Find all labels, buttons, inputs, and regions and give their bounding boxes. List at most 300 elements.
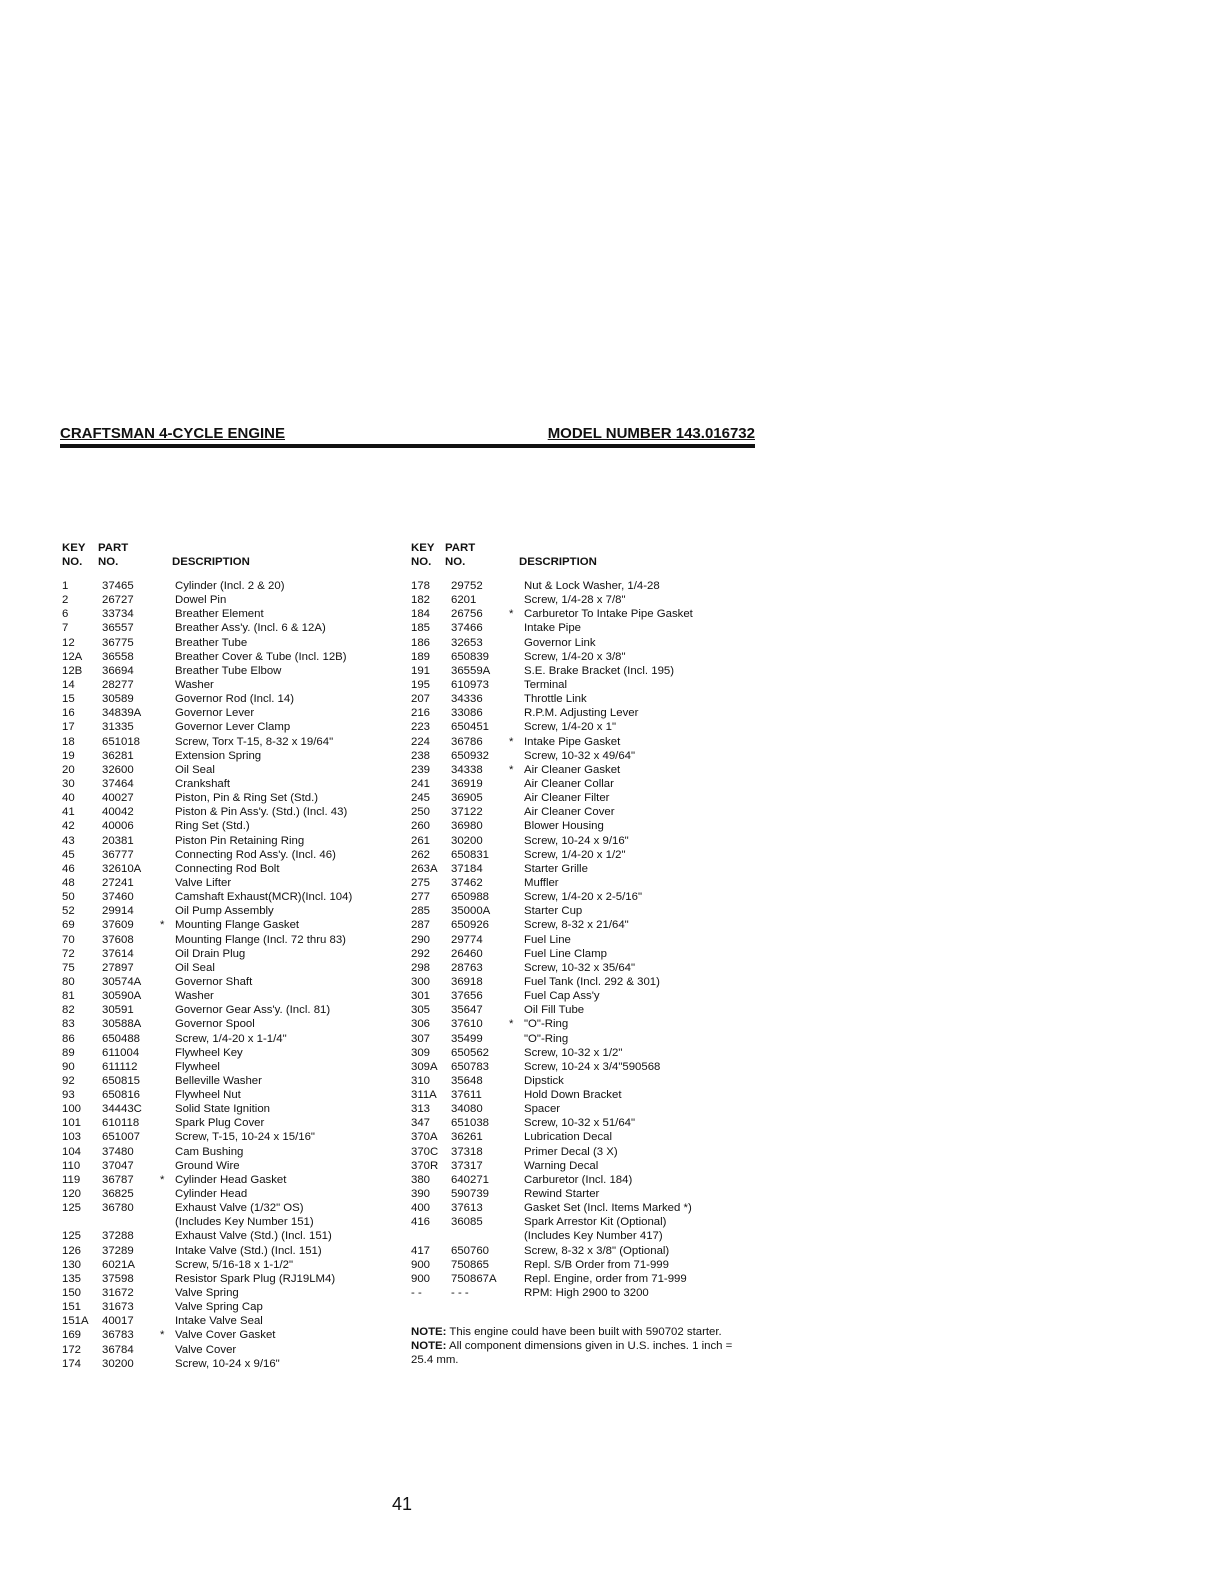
part-no: 650488 (102, 1032, 141, 1045)
part-no: 33734 (102, 608, 134, 621)
key-no: 83 (62, 1018, 75, 1031)
part-no: 37317 (451, 1159, 483, 1172)
part-description: Terminal (524, 678, 568, 691)
key-no: 309A (411, 1060, 438, 1073)
key-no: 19 (62, 749, 75, 762)
part-no: 37611 (451, 1089, 482, 1102)
part-row (62, 890, 392, 904)
part-description: Cylinder (Incl. 2 & 20) (175, 580, 285, 592)
key-no: 261 (411, 834, 431, 847)
part-description: Dowel Pin (175, 594, 227, 607)
key-no: 300 (411, 975, 431, 988)
part-description: Washer (175, 990, 214, 1003)
key-no: 101 (62, 1117, 82, 1130)
part-description: Lubrication Decal (524, 1131, 613, 1144)
key-no: 12 (62, 636, 75, 649)
part-description: Starter Cup (524, 905, 583, 918)
part-row (62, 791, 392, 805)
part-no: 20381 (102, 834, 134, 847)
part-no: 6201 (451, 594, 477, 607)
part-description: Muffler (524, 876, 559, 889)
part-description: Fuel Cap Ass'y (524, 990, 600, 1003)
part-no: 36905 (451, 792, 483, 805)
part-row (62, 918, 392, 932)
part-row (62, 607, 392, 621)
key-no: 6 (62, 608, 69, 621)
part-no: 37609 (102, 919, 134, 932)
part-row (411, 1215, 751, 1229)
part-no: 650988 (451, 891, 490, 904)
part-description: Breather Ass'y. (Incl. 6 & 12A) (175, 622, 326, 635)
part-row (411, 777, 751, 791)
key-no: 239 (411, 763, 431, 776)
part-description: Screw, 1/4-20 x 1" (524, 721, 617, 734)
key-no: 41 (62, 806, 75, 819)
part-description: Repl. Engine, order from 71-999 (524, 1272, 687, 1285)
part-no: 35647 (451, 1004, 483, 1017)
part-description: Governor Lever Clamp (175, 721, 291, 734)
key-no: 306 (411, 1018, 431, 1031)
key-no: 900 (411, 1272, 431, 1285)
part-no: 37462 (451, 876, 483, 889)
part-row (411, 749, 751, 763)
part-row (62, 1244, 392, 1258)
part-row (62, 1017, 392, 1031)
key-no: 263A (411, 862, 438, 875)
part-description: Breather Element (175, 608, 264, 621)
part-row (62, 1088, 392, 1102)
part-row (62, 834, 392, 848)
part-row (62, 593, 392, 607)
part-no: 37480 (102, 1145, 134, 1158)
part-no: 31335 (102, 721, 134, 734)
key-no: 390 (411, 1188, 431, 1201)
part-description: Warning Decal (524, 1159, 599, 1172)
part-description: Valve Lifter (175, 876, 232, 889)
part-no: 36918 (451, 975, 483, 988)
part-no: 750867A (451, 1272, 497, 1285)
part-description: Solid State Ignition (175, 1103, 270, 1116)
key-header: KEY (62, 542, 86, 554)
part-no: 32653 (451, 636, 483, 649)
key-no: 45 (62, 848, 75, 861)
part-header-no: NO. (445, 556, 466, 568)
key-no: 135 (62, 1272, 82, 1285)
key-no: 110 (62, 1159, 81, 1172)
part-description: (Includes Key Number 151) (175, 1216, 314, 1229)
key-no: 301 (411, 990, 431, 1003)
engine-title: CRAFTSMAN 4-CYCLE ENGINE (60, 425, 286, 442)
part-no: 37288 (102, 1230, 134, 1243)
part-row (62, 961, 392, 975)
key-no: 195 (411, 678, 431, 691)
part-no: 32610A (102, 862, 142, 875)
header-rule (60, 444, 755, 448)
part-no: 31672 (102, 1287, 134, 1300)
part-row (411, 834, 751, 848)
parts-list-right (411, 541, 751, 1300)
key-no: 17 (62, 721, 75, 734)
part-description: Fuel Line (524, 933, 571, 946)
part-row (411, 1244, 751, 1258)
part-description: Governor Shaft (175, 975, 253, 988)
part-row (411, 961, 751, 975)
key-no: 275 (411, 876, 431, 889)
part-no: 650932 (451, 749, 490, 762)
note-text: This engine could have been built with 590702 starter. (449, 1326, 722, 1338)
key-no: 40 (62, 792, 75, 805)
part-no: 36558 (102, 650, 134, 663)
part-no: 30591 (102, 1004, 134, 1017)
part-no: 37460 (102, 891, 134, 904)
part-no: 27897 (102, 961, 134, 974)
part-description: Governor Spool (175, 1018, 255, 1031)
part-no: 640271 (451, 1173, 490, 1186)
part-no: 36775 (102, 636, 134, 649)
part-no: 36980 (451, 820, 483, 833)
part-no: 31673 (102, 1301, 134, 1314)
part-row (411, 848, 751, 862)
part-row (411, 1272, 751, 1286)
part-description: Screw, 10-32 x 35/64" (524, 961, 636, 974)
part-no: 35648 (451, 1074, 483, 1087)
gasket-set-marker: * (160, 1173, 165, 1186)
part-description: Screw, 1/4-20 x 3/8" (524, 650, 626, 663)
key-no: 260 (411, 820, 431, 833)
part-row (411, 975, 751, 989)
part-no: 36784 (102, 1343, 134, 1356)
part-row (411, 664, 751, 678)
part-row (411, 1159, 751, 1173)
part-row (411, 621, 751, 635)
key-no: 120 (62, 1188, 82, 1201)
part-row (62, 975, 392, 989)
part-no: 37614 (102, 947, 134, 960)
part-row (411, 1130, 751, 1144)
key-no: 277 (411, 891, 431, 904)
part-row (411, 1229, 751, 1243)
part-description: Camshaft Exhaust(MCR)(Incl. 104) (175, 891, 353, 904)
part-no: 37610 (451, 1018, 483, 1031)
key-no: 169 (62, 1329, 82, 1342)
part-description: Piston Pin Retaining Ring (175, 834, 305, 847)
part-row (62, 1258, 392, 1272)
part-description: Oil Drain Plug (175, 947, 246, 960)
key-no: 119 (62, 1173, 81, 1186)
part-row (62, 819, 392, 833)
key-no: 370R (411, 1159, 439, 1172)
part-row (62, 763, 392, 777)
key-no: 75 (62, 961, 75, 974)
part-no: 36787 (102, 1173, 134, 1186)
part-no: 37613 (451, 1202, 483, 1215)
part-description: Screw, 10-32 x 49/64" (524, 749, 636, 762)
part-row (62, 1145, 392, 1159)
part-row (62, 1159, 392, 1173)
key-no: 347 (411, 1117, 431, 1130)
part-row (62, 1314, 392, 1328)
part-row (62, 1046, 392, 1060)
part-row (62, 1060, 392, 1074)
part-row (62, 862, 392, 876)
key-no: 370A (411, 1131, 438, 1144)
part-no: 30200 (102, 1357, 134, 1370)
part-no: 33086 (451, 707, 483, 720)
key-no: 307 (411, 1032, 431, 1045)
key-no: 292 (411, 947, 431, 960)
part-description: Screw, 10-32 x 1/2" (524, 1046, 623, 1059)
key-no: 241 (411, 777, 431, 790)
key-no: 287 (411, 919, 431, 932)
gasket-set-marker: * (509, 735, 514, 748)
part-no: 650451 (451, 721, 490, 734)
part-description: S.E. Brake Bracket (Incl. 195) (524, 664, 675, 677)
part-row (62, 678, 392, 692)
key-no: 223 (411, 721, 431, 734)
part-row (411, 1145, 751, 1159)
part-row (411, 805, 751, 819)
part-row (411, 593, 751, 607)
key-no: 125 (62, 1230, 82, 1243)
part-row (411, 933, 751, 947)
part-no: 26727 (102, 594, 134, 607)
part-no: 29752 (451, 580, 483, 592)
part-row (62, 1201, 392, 1215)
part-description: Oil Seal (175, 763, 215, 776)
part-description: Intake Pipe (524, 622, 581, 635)
part-no: 37656 (451, 990, 483, 1003)
part-description: Ground Wire (175, 1159, 240, 1172)
model-number: MODEL NUMBER 143.016732 (547, 425, 755, 442)
key-no: 7 (62, 622, 69, 635)
key-no: 370C (411, 1145, 439, 1158)
note-label: NOTE: (411, 1326, 447, 1338)
key-no: 417 (411, 1244, 431, 1257)
key-no: 43 (62, 834, 75, 847)
part-description: Oil Pump Assembly (175, 905, 274, 918)
part-description: Intake Pipe Gasket (524, 735, 621, 748)
key-no: 2 (62, 594, 69, 607)
part-row (62, 1229, 392, 1243)
key-no: 311A (411, 1089, 437, 1102)
part-description: Mounting Flange Gasket (175, 919, 300, 932)
part-description: Screw, 1/4-28 x 7/8" (524, 594, 626, 607)
part-description: Governor Lever (175, 707, 255, 720)
part-no: 37608 (102, 933, 134, 946)
part-description: Valve Cover (175, 1343, 237, 1356)
part-row (62, 692, 392, 706)
part-row (411, 607, 751, 621)
part-row (411, 1032, 751, 1046)
part-row (411, 1187, 751, 1201)
part-row (411, 1201, 751, 1215)
part-description: Fuel Tank (Incl. 292 & 301) (524, 975, 660, 988)
part-description: Governor Rod (Incl. 14) (175, 693, 295, 706)
part-no: 651018 (102, 735, 141, 748)
key-no: 313 (411, 1103, 431, 1116)
part-row (411, 720, 751, 734)
part-description: Crankshaft (175, 777, 231, 790)
part-row (62, 904, 392, 918)
part-row (62, 650, 392, 664)
part-row (62, 720, 392, 734)
gasket-set-marker: * (160, 1329, 165, 1342)
part-description: Carburetor (Incl. 184) (524, 1173, 633, 1186)
key-no: 900 (411, 1258, 431, 1271)
key-no: 224 (411, 735, 431, 748)
key-no: 104 (62, 1145, 82, 1158)
key-no: 189 (411, 650, 431, 663)
part-description: Air Cleaner Cover (524, 806, 615, 819)
part-no: 30588A (102, 1018, 142, 1031)
part-header-no: NO. (98, 556, 119, 568)
part-description: Gasket Set (Incl. Items Marked *) (524, 1202, 692, 1215)
part-description: Air Cleaner Gasket (524, 763, 621, 776)
part-description: Screw, 10-24 x 3/4"590568 (524, 1060, 661, 1073)
part-no: 37598 (102, 1272, 134, 1285)
part-no: 37184 (451, 862, 483, 875)
part-row (411, 650, 751, 664)
part-no: 650760 (451, 1244, 490, 1257)
note-2 (411, 1339, 741, 1367)
key-no: 178 (411, 580, 431, 592)
part-no: 29774 (451, 933, 483, 946)
key-no: 310 (411, 1074, 431, 1087)
part-row (62, 579, 392, 593)
part-description: Air Cleaner Filter (524, 792, 610, 805)
part-description: Belleville Washer (175, 1074, 262, 1087)
key-no: 380 (411, 1173, 431, 1186)
key-no: 150 (62, 1287, 82, 1300)
key-no: 14 (62, 678, 75, 691)
part-row (62, 1032, 392, 1046)
part-row (411, 947, 751, 961)
part-row (62, 1215, 392, 1229)
part-description: Dipstick (524, 1074, 564, 1087)
key-no: 125 (62, 1202, 82, 1215)
part-description: Rewind Starter (524, 1188, 600, 1201)
part-description: Washer (175, 678, 214, 691)
gasket-set-marker: * (509, 1018, 514, 1031)
part-description: (Includes Key Number 417) (524, 1230, 663, 1243)
part-no: 34080 (451, 1103, 483, 1116)
part-description: Valve Spring Cap (175, 1301, 263, 1314)
part-row (411, 1173, 751, 1187)
part-no: 36694 (102, 664, 134, 677)
part-description: Screw, 10-24 x 9/16" (524, 834, 629, 847)
part-no: 34443C (102, 1103, 142, 1116)
part-description: Governor Gear Ass'y. (Incl. 81) (175, 1004, 331, 1017)
part-row (62, 947, 392, 961)
part-no: 590739 (451, 1188, 490, 1201)
key-header-no: NO. (411, 556, 432, 568)
part-no: 40006 (102, 820, 134, 833)
part-description: Screw, T-15, 10-24 x 15/16" (175, 1131, 315, 1144)
part-description: Air Cleaner Collar (524, 777, 614, 790)
part-no: 610118 (102, 1117, 140, 1130)
part-row (62, 805, 392, 819)
key-no: 262 (411, 848, 431, 861)
key-no: 182 (411, 594, 431, 607)
key-no: 52 (62, 905, 75, 918)
part-description: Hold Down Bracket (524, 1089, 622, 1102)
part-description: Piston, Pin & Ring Set (Std.) (175, 792, 319, 805)
part-row (62, 848, 392, 862)
part-description: Spacer (524, 1103, 561, 1116)
part-description: Intake Valve Seal (175, 1315, 263, 1328)
part-row (411, 819, 751, 833)
key-no: 90 (62, 1060, 75, 1073)
part-no: 30589 (102, 693, 134, 706)
part-row (62, 1130, 392, 1144)
part-no: - - - (451, 1287, 469, 1300)
key-no: 174 (62, 1357, 82, 1370)
part-description: Flywheel (175, 1060, 220, 1073)
part-description: "O"-Ring (524, 1018, 569, 1031)
part-description: Piston & Pin Ass'y. (Std.) (Incl. 43) (175, 806, 348, 819)
part-row (62, 1357, 392, 1371)
key-no: 30 (62, 777, 75, 790)
part-no: 36261 (451, 1131, 483, 1144)
part-no: 37289 (102, 1244, 134, 1257)
part-description: Cylinder Head Gasket (175, 1173, 287, 1186)
part-description: Nut & Lock Washer, 1/4-28 (524, 580, 660, 592)
part-no: 34336 (451, 693, 483, 706)
part-description: Blower Housing (524, 820, 604, 833)
part-row (411, 1286, 751, 1300)
part-no: 28277 (102, 678, 134, 691)
key-no: 12A (62, 650, 83, 663)
part-description: Extension Spring (175, 749, 262, 762)
notes (411, 1325, 741, 1367)
part-description: Resistor Spark Plug (RJ19LM4) (175, 1272, 336, 1285)
part-row (411, 989, 751, 1003)
part-row (411, 1088, 751, 1102)
part-no: 30590A (102, 990, 142, 1003)
part-row (411, 791, 751, 805)
key-no: 18 (62, 735, 75, 748)
key-no: 305 (411, 1004, 431, 1017)
key-no: 400 (411, 1202, 431, 1215)
part-no: 34338 (451, 763, 483, 776)
part-row (62, 749, 392, 763)
part-row (62, 876, 392, 890)
part-no: 37047 (102, 1159, 134, 1172)
part-no: 610973 (451, 678, 490, 691)
part-description: Oil Fill Tube (524, 1004, 585, 1017)
part-no: 37122 (451, 806, 483, 819)
part-description: "O"-Ring (524, 1032, 569, 1045)
part-row (411, 918, 751, 932)
part-no: 36281 (102, 749, 134, 762)
part-description: Screw, 5/16-18 x 1-1/2" (175, 1258, 294, 1271)
part-description: Flywheel Key (175, 1046, 243, 1059)
gasket-set-marker: * (160, 919, 165, 932)
key-no: 20 (62, 763, 75, 776)
key-no: 89 (62, 1046, 75, 1059)
part-row (411, 678, 751, 692)
part-description: R.P.M. Adjusting Lever (524, 707, 639, 720)
part-row (62, 664, 392, 678)
key-no: 86 (62, 1032, 75, 1045)
part-description: Valve Cover Gasket (175, 1329, 276, 1342)
part-no: 750865 (451, 1258, 490, 1271)
key-header: KEY (411, 542, 435, 554)
part-no: 37465 (102, 580, 134, 592)
part-description: Ring Set (Std.) (175, 820, 250, 833)
key-no: 245 (411, 792, 431, 805)
key-no: 172 (62, 1343, 82, 1356)
